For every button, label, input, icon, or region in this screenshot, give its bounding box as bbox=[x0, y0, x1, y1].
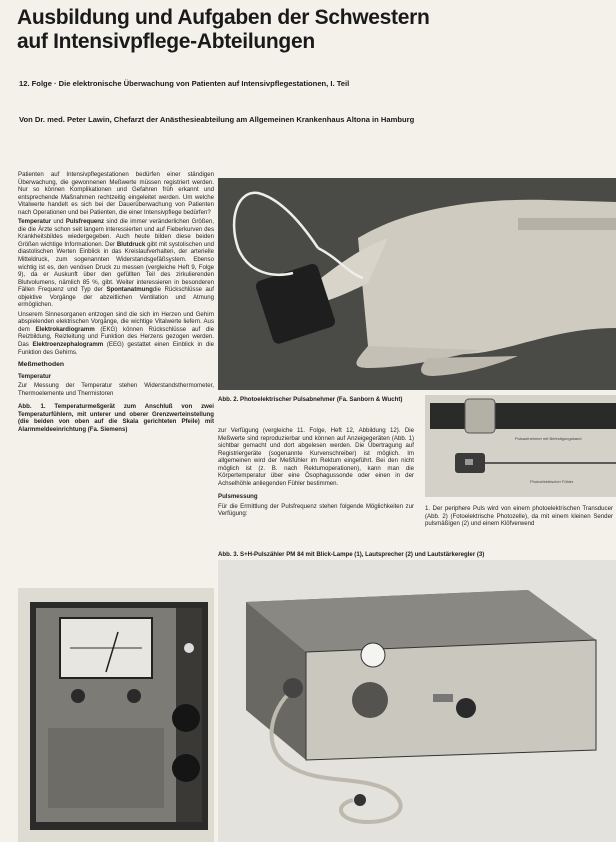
paragraph-pulse-method-1: 1. Der periphere Puls wird von einem photoelektrischen Transducer (Abb. 2) (Fotoelektrische Photozelle), da mit einem kleinen Sender pulsmäßigen (2) und einem Klöfverwend bbox=[425, 505, 613, 528]
title-line-2: auf Intensivpflege-Abteilungen bbox=[17, 30, 315, 53]
figure-2-photo bbox=[218, 178, 616, 390]
column-2 bbox=[218, 427, 414, 520]
caption-figure-1: Abb. 1. Temperaturmeßgerät zum Anschluß von zwei Temperaturfühlern, mit unterer und oberer Grenzwerteinstellung (die beiden von oben auf die Skala gerichteten Pfeile) mit Alarmmeldeeinrichtung (Fa. Siemens) bbox=[18, 403, 214, 433]
paragraph-intro: Patienten auf Intensivpflegestationen bedürfen einer ständigen Überwachung, die gewonnenen Meßwerte müssen registriert werden. Nur so können Komplikationen und Gefahren früh erkannt und entsprechende Maßnahmen rechtzeitig eingeleitet werden. Um welche Vitalwerte handelt es sich bei der Dauerüberwachung von Patienten nach Operationen und bei Patienten, die einer Intensivpflege bedürfen? bbox=[18, 171, 214, 216]
text-elec-1: Unserem Sinnesorganen entzogen sind die sich im Herzen und Gehirn abspielenden elektrischen Vorgänge, die wichtige Vitalwerte liefern. Aus dem bbox=[18, 310, 214, 333]
text-elec-2: (EKG) können Rückschlüsse auf die Reizbildung, Reizleitung und Funktion des Herzens gezogen werden. Das bbox=[18, 325, 214, 349]
pulse-counter-illustration bbox=[218, 560, 616, 842]
label-pickup-a: Pulsaufnehmer mit Befestigungsband bbox=[515, 436, 582, 441]
article-title bbox=[17, 6, 607, 54]
term-pulse: Pulsfrequenz bbox=[65, 218, 105, 226]
term-temperature: Temperatur bbox=[18, 218, 52, 226]
paragraph-pulse-intro: Für die Ermittlung der Pulsfrequenz stehen folgende Möglichkeiten zur Verfügung: bbox=[218, 502, 414, 518]
paragraph-temp-cont: zur Verfügung (vergleiche 11. Folge, Heft 12, Abbildung 12). Die Meßwerte sind reproduzierbar und können auf Anzeigegeräten (Abb. 1) sichtbar gemacht und dort abgelesen werden. Die Übertragung auf Registriergeräte (sogenannte Kurvenschreiber) ist möglich. Im allgemeinen wird der Meßfühler im Rektum eingeführt. Bei den nicht möglich ist (z. B. nach Rektumoperationen), kann man die Körpertemperatur über eine Ösophagussonde oder einen in der Achselhöhle anliegenden Fühler bestimmen. bbox=[218, 427, 414, 487]
text-vitals-3: die Rückschlüsse auf objektive Vorgänge der abzeitlichen Ventilation und Atmung ermöglichen. bbox=[18, 286, 214, 309]
title-line-1: Ausbildung und Aufgaben der Schwestern bbox=[17, 6, 430, 29]
term-ekg: Elektrokardiogramm bbox=[35, 325, 95, 333]
caption-figure-3: Abb. 3. S+H-Pulszähler PM 84 mit Blick-Lampe (1), Lautsprecher (2) und Lautstärkeregler (3) bbox=[218, 551, 485, 558]
paragraph-temperature: Zur Messung der Temperatur stehen Widerstandsthermometer, Thermoelemente und Thermistoren bbox=[18, 382, 214, 397]
text-and: und bbox=[53, 218, 64, 226]
term-breathing: Spontanatmung bbox=[106, 286, 153, 294]
section-heading-methods: Meßmethoden bbox=[18, 361, 65, 369]
hand-sensor-illustration bbox=[218, 178, 616, 390]
text-vitals-1: sind die immer veränderlichen Größen, die die Ärzte schon seit langem interessierten und auf Fieberkurven des Krankheitsbildes wiedergegeben. Auch heute bilden diese beiden Größen wichtige Informationen. Der bbox=[18, 218, 214, 248]
label-pickup-b: Photoelektrischer Fühler bbox=[530, 479, 574, 484]
term-eeg: Elektroenzephalogramm bbox=[32, 341, 104, 349]
text-elec-3: (EEG) gestattet einen Einblick in die Funktion des Gehirns. bbox=[18, 341, 214, 356]
pulse-pickup-illustration bbox=[425, 395, 616, 497]
paragraph-vitals bbox=[18, 218, 214, 309]
article-byline: Von Dr. med. Peter Lawin, Chefarzt der Anästhesieabteilung am Allgemeinen Krankenhaus Altona in Hamburg bbox=[19, 115, 415, 124]
figure-pulse-pickup-photo bbox=[425, 395, 616, 497]
figure-1-photo bbox=[18, 588, 214, 842]
column-3 bbox=[425, 505, 613, 530]
paragraph-electrical bbox=[18, 311, 214, 356]
subheading-temperature: Temperatur bbox=[18, 372, 52, 380]
figure-3-photo bbox=[218, 560, 616, 842]
temperature-meter-illustration bbox=[18, 588, 214, 842]
article-subtitle: 12. Folge · Die elektronische Überwachung von Patienten auf Intensivpflegestationen, I. Teil bbox=[19, 79, 350, 88]
caption-figure-2: Abb. 2. Photoelektrischer Pulsabnehmer (Fa. Sanborn & Wucht) bbox=[218, 396, 403, 403]
term-bloodpressure: Blutdruck bbox=[116, 240, 146, 248]
column-1 bbox=[18, 171, 214, 440]
text-vitals-2: gibt mit systolischen und diastolischen Werten Einblick in das Kreislaufverhalten, der arterielle Mitteldruck, zum sogenannten Widerstandsgefäßsystem. Ebenso wichtig ist es, den venösen Druck zu messen (vergleiche Heft 9, Folge 9), da er Auskunft über den gefüllten Teil des zirkulierenden Blutvolumens, nämlich 85 %, gibt. Weiter interessieren in besonderen Fällen Frequenz und Typ der bbox=[18, 240, 214, 294]
subheading-pulse: Pulsmessung bbox=[218, 493, 258, 501]
